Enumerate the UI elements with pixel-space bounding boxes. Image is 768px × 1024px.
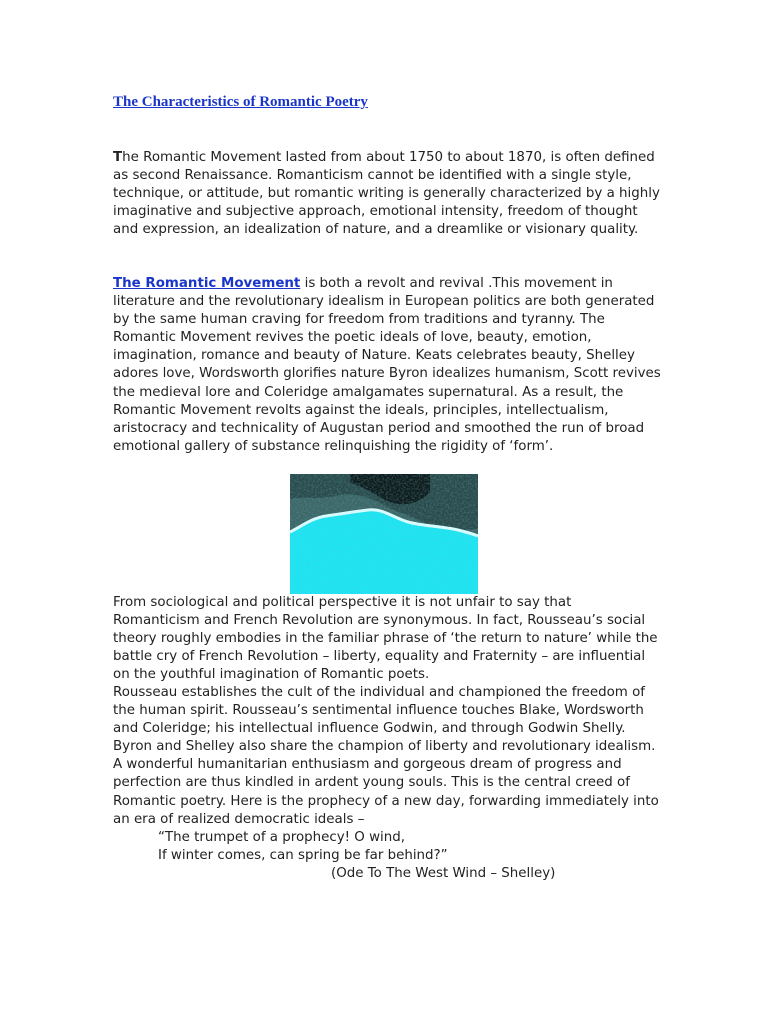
paragraph-revolt-revival <box>113 275 661 456</box>
drop-cap-letter: T <box>113 150 123 165</box>
coastline-image <box>290 474 478 594</box>
paragraph-revolt-revival-text: is both a revolt and revival .This movement in literature and the revolutionary idealism in European politics are both generated by the same human craving for freedom from traditions and tyranny. The Romantic Movement revives the poetic ideals of love, beauty, emotion, imagination, romance and beauty of Nature. Keats celebrates beauty, Shelley adores love, Wordsworth glorifies nature Byron idealizes humanism, Scott revives the medieval lore and Coleridge amalgamates supernatural. As a result, the Romantic Movement revolts against the ideals, principles, intellectualism, aristocracy and technicality of Augustan period and smoothed the run of broad emotional gallery of substance relinquishing the rigidity of ‘form’. <box>113 276 661 454</box>
document-title[interactable]: The Characteristics of Romantic Poetry <box>113 94 368 110</box>
quote-attribution: (Ode To The West Wind – Shelley) <box>331 866 556 881</box>
romantic-movement-link[interactable]: The Romantic Movement <box>113 276 301 291</box>
paragraph-intro <box>113 149 661 239</box>
paragraph-intro-text: he Romantic Movement lasted from about 1750 to about 1870, is often defined as second Renaissance. Romanticism cannot be identified with a single style, technique, or attitude, but romantic writing is generally characterized by a highly imaginative and subjective approach, emotional intensity, freedom of thought and expression, an idealization of nature, and a dreamlike or visionary quality. <box>113 150 660 238</box>
paragraph-rousseau: Rousseau establishes the cult of the individual and championed the freedom of the human spirit. Rousseau’s sentimental influence touches Blake, Wordsworth and Coleridge; his intellectual influence Godwin, and through Godwin Shelly. Byron and Shelley also share the champion of liberty and revolutionary idealism. A wonderful humanitarian enthusiasm and gorgeous dream of progress and perfection are thus kindled in ardent young souls. This is the central creed of Romantic poetry. Here is the prophecy of a new day, forwarding immediately into an era of realized democratic ideals – <box>113 685 659 827</box>
quote-line-1: “The trumpet of a prophecy! O wind, <box>158 830 406 845</box>
quote-line-2: If winter comes, can spring be far behind?” <box>158 848 448 863</box>
paragraph-sociological: From sociological and political perspective it is not unfair to say that Romanticism and French Revolution are synonymous. In fact, Rousseau’s social theory roughly embodies in the familiar phrase of ‘the return to nature’ while the battle cry of French Revolution – liberty, equality and Fraternity – are influential on the youthful imagination of Romantic poets. <box>113 595 658 683</box>
